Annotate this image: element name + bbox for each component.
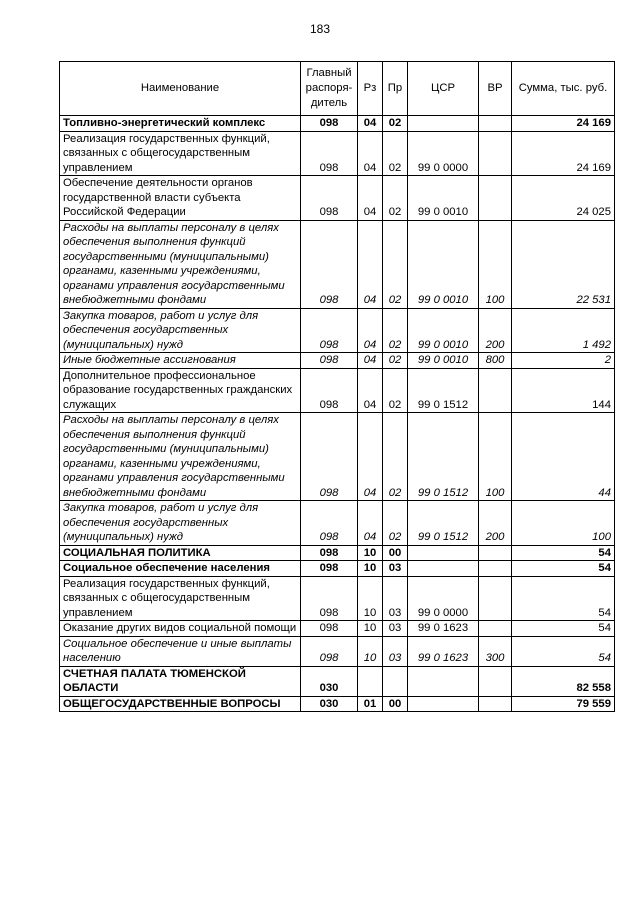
cell-name: Дополнительное профессиональное образование государственных гражданских служащих (60, 368, 301, 413)
cell-pr: 02 (383, 501, 408, 546)
cell-rz: 10 (358, 545, 383, 561)
table-row (60, 353, 615, 369)
cell-vr: 200 (479, 308, 512, 353)
cell-rz: 04 (358, 308, 383, 353)
cell-rz: 10 (358, 636, 383, 666)
cell-csr: 99 0 0000 (408, 576, 479, 621)
cell-sum: 24 169 (512, 131, 615, 176)
cell-vr: 200 (479, 501, 512, 546)
cell-rz: 10 (358, 576, 383, 621)
cell-admin: 098 (301, 353, 358, 369)
table-row (60, 308, 615, 353)
table-row (60, 220, 615, 308)
cell-name: Закупка товаров, работ и услуг для обеспечения государственных (муниципальных) нужд (60, 501, 301, 546)
table-row (60, 576, 615, 621)
cell-sum: 54 (512, 561, 615, 577)
cell-pr: 02 (383, 353, 408, 369)
cell-sum: 54 (512, 621, 615, 637)
cell-pr (383, 666, 408, 696)
table-row (60, 666, 615, 696)
cell-sum: 24 025 (512, 176, 615, 221)
cell-vr (479, 561, 512, 577)
cell-rz: 04 (358, 220, 383, 308)
cell-name: Закупка товаров, работ и услуг для обеспечения государственных (муниципальных) нужд (60, 308, 301, 353)
page-number: 183 (309, 22, 331, 36)
cell-pr: 02 (383, 176, 408, 221)
cell-admin: 098 (301, 561, 358, 577)
header-row (60, 62, 615, 116)
table-row (60, 501, 615, 546)
table-row (60, 368, 615, 413)
cell-rz: 04 (358, 353, 383, 369)
cell-admin: 098 (301, 621, 358, 637)
table-row (60, 545, 615, 561)
cell-name: Иные бюджетные ассигнования (60, 353, 301, 369)
cell-name: СЧЕТНАЯ ПАЛАТА ТЮМЕНСКОЙ ОБЛАСТИ (60, 666, 301, 696)
cell-pr: 02 (383, 116, 408, 132)
cell-rz: 04 (358, 413, 383, 501)
table-row (60, 696, 615, 712)
cell-rz: 04 (358, 176, 383, 221)
cell-admin: 098 (301, 308, 358, 353)
header-csr: ЦСР (408, 62, 479, 116)
cell-sum: 54 (512, 636, 615, 666)
cell-vr (479, 576, 512, 621)
cell-pr: 02 (383, 368, 408, 413)
cell-name: Расходы на выплаты персоналу в целях обеспечения выполнения функций государственными (муниципальными) органами, казенными учреждениями, органами управления государственными внебюджетными фондами (60, 220, 301, 308)
table-body (60, 116, 615, 712)
cell-csr: 99 0 1512 (408, 413, 479, 501)
cell-sum: 54 (512, 576, 615, 621)
cell-name: Социальное обеспечение населения (60, 561, 301, 577)
cell-admin: 098 (301, 220, 358, 308)
header-admin: Главный распоря-дитель (301, 62, 358, 116)
cell-sum: 79 559 (512, 696, 615, 712)
table-row (60, 413, 615, 501)
cell-csr: 99 0 0010 (408, 353, 479, 369)
cell-vr (479, 368, 512, 413)
cell-csr (408, 116, 479, 132)
cell-csr: 99 0 0010 (408, 308, 479, 353)
cell-name: ОБЩЕГОСУДАРСТВЕННЫЕ ВОПРОСЫ (60, 696, 301, 712)
cell-csr: 99 0 0000 (408, 131, 479, 176)
cell-name: Социальное обеспечение и иные выплаты населению (60, 636, 301, 666)
cell-rz (358, 666, 383, 696)
header-sum: Сумма, тыс. руб. (512, 62, 615, 116)
cell-admin: 098 (301, 131, 358, 176)
cell-rz: 10 (358, 621, 383, 637)
cell-rz: 10 (358, 561, 383, 577)
cell-admin: 098 (301, 176, 358, 221)
cell-pr: 02 (383, 220, 408, 308)
table-row (60, 116, 615, 132)
cell-sum: 1 492 (512, 308, 615, 353)
cell-name: СОЦИАЛЬНАЯ ПОЛИТИКА (60, 545, 301, 561)
cell-rz: 04 (358, 116, 383, 132)
cell-pr: 03 (383, 621, 408, 637)
cell-admin: 098 (301, 413, 358, 501)
table-row (60, 621, 615, 637)
cell-sum: 82 558 (512, 666, 615, 696)
cell-csr: 99 0 0010 (408, 220, 479, 308)
cell-name: Оказание других видов социальной помощи (60, 621, 301, 637)
table-row (60, 176, 615, 221)
cell-csr (408, 545, 479, 561)
table-row (60, 131, 615, 176)
cell-vr (479, 176, 512, 221)
cell-vr (479, 545, 512, 561)
cell-admin: 098 (301, 116, 358, 132)
cell-sum: 100 (512, 501, 615, 546)
budget-table (59, 61, 615, 712)
cell-sum: 144 (512, 368, 615, 413)
cell-rz: 04 (358, 131, 383, 176)
cell-name: Топливно-энергетический комплекс (60, 116, 301, 132)
cell-sum: 44 (512, 413, 615, 501)
cell-vr: 800 (479, 353, 512, 369)
cell-csr: 99 0 1623 (408, 636, 479, 666)
table-row (60, 561, 615, 577)
cell-vr: 100 (479, 220, 512, 308)
cell-sum: 24 169 (512, 116, 615, 132)
cell-vr: 300 (479, 636, 512, 666)
cell-vr (479, 131, 512, 176)
cell-pr: 03 (383, 636, 408, 666)
cell-pr: 02 (383, 131, 408, 176)
cell-vr (479, 621, 512, 637)
table-row (60, 636, 615, 666)
cell-admin: 030 (301, 696, 358, 712)
cell-name: Обеспечение деятельности органов государственной власти субъекта Российской Федерации (60, 176, 301, 221)
cell-vr (479, 666, 512, 696)
cell-admin: 098 (301, 636, 358, 666)
cell-rz: 04 (358, 368, 383, 413)
cell-admin: 098 (301, 501, 358, 546)
header-vr: ВР (479, 62, 512, 116)
cell-admin: 098 (301, 576, 358, 621)
cell-sum: 2 (512, 353, 615, 369)
header-pr: Пр (383, 62, 408, 116)
cell-admin: 098 (301, 368, 358, 413)
cell-pr: 02 (383, 308, 408, 353)
cell-name: Реализация государственных функций, связанных с общегосударственным управлением (60, 576, 301, 621)
cell-vr (479, 696, 512, 712)
cell-pr: 03 (383, 561, 408, 577)
cell-csr: 99 0 1512 (408, 368, 479, 413)
cell-vr (479, 116, 512, 132)
cell-rz: 01 (358, 696, 383, 712)
cell-csr (408, 666, 479, 696)
cell-csr: 99 0 1512 (408, 501, 479, 546)
cell-pr: 00 (383, 545, 408, 561)
cell-pr: 03 (383, 576, 408, 621)
cell-vr: 100 (479, 413, 512, 501)
header-rz: Рз (358, 62, 383, 116)
cell-admin: 098 (301, 545, 358, 561)
cell-csr (408, 561, 479, 577)
cell-pr: 00 (383, 696, 408, 712)
cell-csr: 99 0 0010 (408, 176, 479, 221)
cell-sum: 22 531 (512, 220, 615, 308)
header-name: Наименование (60, 62, 301, 116)
cell-pr: 02 (383, 413, 408, 501)
cell-sum: 54 (512, 545, 615, 561)
cell-rz: 04 (358, 501, 383, 546)
cell-name: Реализация государственных функций, связанных с общегосударственным управлением (60, 131, 301, 176)
cell-csr: 99 0 1623 (408, 621, 479, 637)
cell-name: Расходы на выплаты персоналу в целях обеспечения выполнения функций государственными (муниципальными) органами, казенными учреждениями, органами управления государственными внебюджетными фондами (60, 413, 301, 501)
cell-csr (408, 696, 479, 712)
cell-admin: 030 (301, 666, 358, 696)
